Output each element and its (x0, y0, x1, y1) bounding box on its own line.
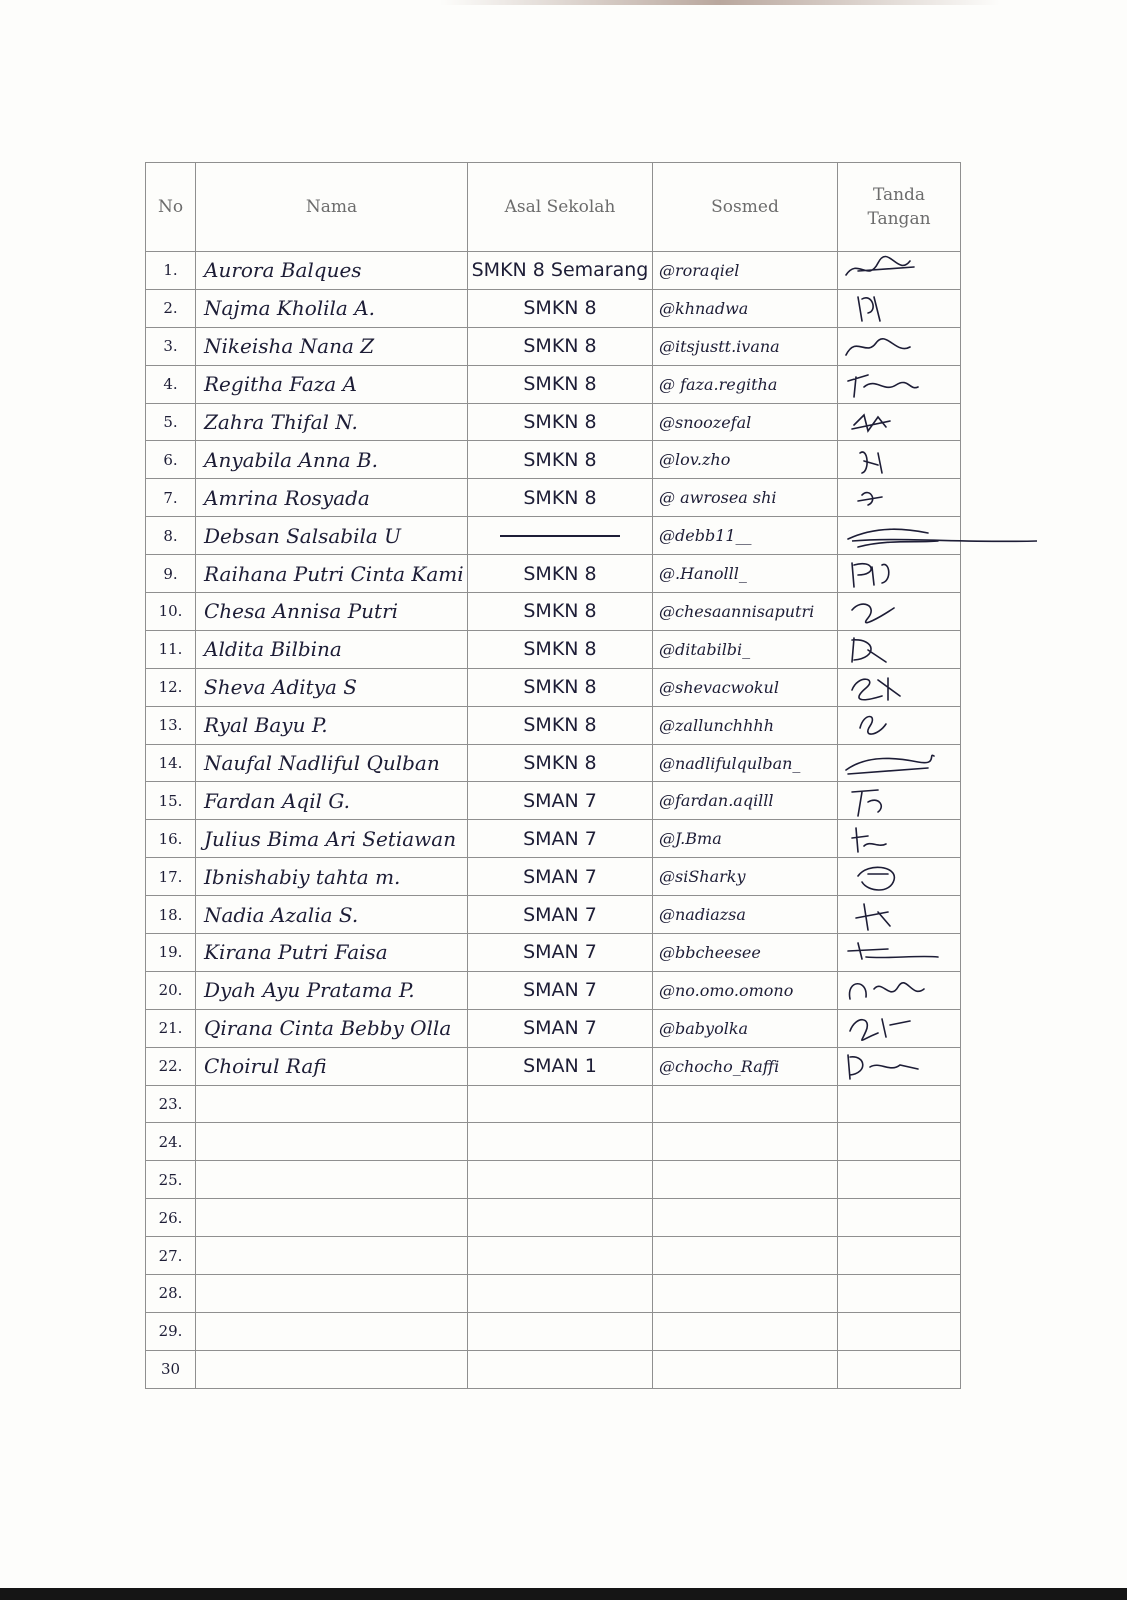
cell-asal-sekolah (468, 1199, 653, 1237)
table-row (146, 403, 961, 441)
signature-mark (838, 822, 948, 856)
row-number: 30 (146, 1350, 196, 1388)
cell-nama (196, 1123, 468, 1161)
cell-nama: Julius Bima Ari Setiawan (196, 820, 468, 858)
row-number: 15. (146, 782, 196, 820)
signature-mark (838, 632, 948, 666)
cell-sosmed (653, 1161, 838, 1199)
cell-sosmed: @ditabilbi_ (653, 630, 838, 668)
row-number: 28. (146, 1275, 196, 1313)
cell-tanda-tangan (838, 1047, 961, 1085)
cell-sosmed (653, 1123, 838, 1161)
cell-asal-sekolah: SMKN 8 (468, 441, 653, 479)
table-row (146, 327, 961, 365)
cell-sosmed: @nadiazsa (653, 896, 838, 934)
signature-mark (838, 746, 948, 780)
signature-mark (838, 329, 948, 363)
signature-mark (838, 973, 948, 1007)
signature-mark (838, 291, 948, 325)
cell-tanda-tangan (838, 1237, 961, 1275)
cell-nama: Qirana Cinta Bebby Olla (196, 1009, 468, 1047)
cell-sosmed (653, 1085, 838, 1123)
scan-edge-top (440, 0, 1000, 5)
table-row (146, 668, 961, 706)
signature-mark (838, 367, 948, 401)
cell-asal-sekolah: SMAN 7 (468, 896, 653, 934)
cell-asal-sekolah: SMAN 7 (468, 858, 653, 896)
cell-nama: Regitha Faza A (196, 365, 468, 403)
cell-nama: Choirul Rafi (196, 1047, 468, 1085)
cell-sosmed: @debb11__ (653, 517, 838, 555)
cell-sosmed: @bbcheesee (653, 934, 838, 972)
cell-tanda-tangan (838, 971, 961, 1009)
cell-tanda-tangan (838, 365, 961, 403)
cell-sosmed: @nadlifulqulban_ (653, 744, 838, 782)
table-row (146, 517, 961, 555)
table-row (146, 1009, 961, 1047)
row-number: 11. (146, 630, 196, 668)
cell-asal-sekolah: SMKN 8 (468, 289, 653, 327)
cell-sosmed (653, 1237, 838, 1275)
cell-sosmed: @J.Bma (653, 820, 838, 858)
cell-asal-sekolah: SMKN 8 Semarang (468, 252, 653, 290)
cell-sosmed: @chocho_Raffi (653, 1047, 838, 1085)
cell-sosmed: @itsjustt.ivana (653, 327, 838, 365)
row-number: 12. (146, 668, 196, 706)
cell-nama: Nadia Azalia S. (196, 896, 468, 934)
cell-sosmed: @shevacwokul (653, 668, 838, 706)
table-row (146, 706, 961, 744)
signature-mark (838, 898, 948, 932)
cell-tanda-tangan (838, 555, 961, 593)
table-row (146, 630, 961, 668)
cell-sosmed: @chesaannisaputri (653, 593, 838, 631)
dash-mark (500, 535, 620, 537)
cell-tanda-tangan (838, 1350, 961, 1388)
table-row (146, 555, 961, 593)
cell-asal-sekolah (468, 1312, 653, 1350)
signature-overflow-stroke (842, 513, 1042, 553)
cell-nama (196, 1350, 468, 1388)
row-number: 17. (146, 858, 196, 896)
cell-asal-sekolah (468, 1350, 653, 1388)
cell-tanda-tangan (838, 744, 961, 782)
table-row (146, 1123, 961, 1161)
cell-asal-sekolah: SMAN 7 (468, 1009, 653, 1047)
header-no: No (146, 163, 196, 252)
cell-tanda-tangan (838, 934, 961, 972)
cell-nama (196, 1237, 468, 1275)
row-number: 7. (146, 479, 196, 517)
cell-asal-sekolah: SMKN 8 (468, 327, 653, 365)
cell-asal-sekolah: SMKN 8 (468, 706, 653, 744)
table-row (146, 289, 961, 327)
row-number: 2. (146, 289, 196, 327)
cell-nama: Nikeisha Nana Z (196, 327, 468, 365)
row-number: 23. (146, 1085, 196, 1123)
cell-tanda-tangan (838, 858, 961, 896)
table-row (146, 479, 961, 517)
signature-mark (838, 1011, 948, 1045)
cell-nama: Sheva Aditya S (196, 668, 468, 706)
cell-sosmed: @ awrosea shi (653, 479, 838, 517)
cell-sosmed: @fardan.aqilll (653, 782, 838, 820)
table-row (146, 1350, 961, 1388)
signature-mark (838, 935, 948, 969)
row-number: 16. (146, 820, 196, 858)
row-number: 5. (146, 403, 196, 441)
row-number: 20. (146, 971, 196, 1009)
cell-nama (196, 1161, 468, 1199)
signature-mark (838, 481, 948, 515)
row-number: 4. (146, 365, 196, 403)
cell-asal-sekolah: SMKN 8 (468, 365, 653, 403)
table-row (146, 1199, 961, 1237)
cell-tanda-tangan (838, 252, 961, 290)
cell-sosmed (653, 1199, 838, 1237)
cell-tanda-tangan (838, 289, 961, 327)
table-row (146, 593, 961, 631)
signature-mark (838, 708, 948, 742)
row-number: 10. (146, 593, 196, 631)
cell-tanda-tangan (838, 441, 961, 479)
cell-asal-sekolah: SMKN 8 (468, 403, 653, 441)
table-row (146, 1237, 961, 1275)
cell-tanda-tangan (838, 1199, 961, 1237)
cell-nama: Ryal Bayu P. (196, 706, 468, 744)
row-number: 14. (146, 744, 196, 782)
cell-tanda-tangan (838, 1009, 961, 1047)
signature-mark (838, 405, 948, 439)
table-row (146, 971, 961, 1009)
attendance-table (145, 162, 961, 1389)
header-sosmed: Sosmed (653, 163, 838, 252)
cell-nama (196, 1085, 468, 1123)
cell-tanda-tangan (838, 706, 961, 744)
cell-nama: Aurora Balques (196, 252, 468, 290)
cell-nama: Zahra Thifal N. (196, 403, 468, 441)
row-number: 21. (146, 1009, 196, 1047)
cell-tanda-tangan (838, 782, 961, 820)
table-row (146, 1161, 961, 1199)
cell-asal-sekolah (468, 517, 653, 555)
cell-asal-sekolah: SMAN 7 (468, 971, 653, 1009)
signature-mark (838, 594, 948, 628)
cell-sosmed: @roraqiel (653, 252, 838, 290)
signature-mark (838, 253, 948, 287)
row-number: 9. (146, 555, 196, 593)
signature-mark (838, 1049, 948, 1083)
cell-sosmed: @siSharky (653, 858, 838, 896)
cell-tanda-tangan (838, 1085, 961, 1123)
cell-sosmed: @.Hanolll_ (653, 555, 838, 593)
cell-sosmed: @ faza.regitha (653, 365, 838, 403)
cell-nama: Debsan Salsabila U (196, 517, 468, 555)
cell-nama: Fardan Aqil G. (196, 782, 468, 820)
cell-tanda-tangan (838, 1161, 961, 1199)
table-row (146, 820, 961, 858)
cell-sosmed (653, 1312, 838, 1350)
cell-tanda-tangan (838, 1123, 961, 1161)
cell-sosmed (653, 1275, 838, 1313)
cell-asal-sekolah: SMAN 7 (468, 782, 653, 820)
row-number: 1. (146, 252, 196, 290)
header-tanda-tangan-label: Tanda Tangan (867, 185, 931, 229)
row-number: 29. (146, 1312, 196, 1350)
row-number: 3. (146, 327, 196, 365)
header-tanda-tangan (838, 163, 961, 252)
cell-asal-sekolah: SMKN 8 (468, 555, 653, 593)
table-row (146, 1312, 961, 1350)
signature-mark (838, 784, 948, 818)
cell-tanda-tangan (838, 1312, 961, 1350)
cell-tanda-tangan (838, 327, 961, 365)
cell-asal-sekolah (468, 1085, 653, 1123)
cell-asal-sekolah: SMKN 8 (468, 744, 653, 782)
table-row (146, 1275, 961, 1313)
cell-asal-sekolah (468, 1161, 653, 1199)
table-row (146, 858, 961, 896)
cell-asal-sekolah: SMKN 8 (468, 479, 653, 517)
row-number: 22. (146, 1047, 196, 1085)
cell-asal-sekolah (468, 1237, 653, 1275)
cell-sosmed: @lov.zho (653, 441, 838, 479)
cell-nama (196, 1199, 468, 1237)
cell-asal-sekolah: SMKN 8 (468, 668, 653, 706)
signature-mark (838, 670, 948, 704)
table-row (146, 441, 961, 479)
cell-nama: Najma Kholila A. (196, 289, 468, 327)
signature-mark (838, 860, 948, 894)
row-number: 25. (146, 1161, 196, 1199)
cell-nama (196, 1275, 468, 1313)
row-number: 6. (146, 441, 196, 479)
table-header-row (146, 163, 961, 252)
row-number: 8. (146, 517, 196, 555)
cell-tanda-tangan (838, 1275, 961, 1313)
row-number: 19. (146, 934, 196, 972)
cell-nama: Amrina Rosyada (196, 479, 468, 517)
table-row (146, 934, 961, 972)
cell-nama (196, 1312, 468, 1350)
cell-asal-sekolah (468, 1123, 653, 1161)
cell-tanda-tangan (838, 479, 961, 517)
cell-nama: Raihana Putri Cinta Kami (196, 555, 468, 593)
row-number: 27. (146, 1237, 196, 1275)
row-number: 26. (146, 1199, 196, 1237)
cell-tanda-tangan (838, 593, 961, 631)
table-row (146, 896, 961, 934)
row-number: 24. (146, 1123, 196, 1161)
cell-nama: Dyah Ayu Pratama P. (196, 971, 468, 1009)
cell-asal-sekolah: SMAN 7 (468, 820, 653, 858)
cell-tanda-tangan (838, 896, 961, 934)
cell-nama: Anyabila Anna B. (196, 441, 468, 479)
cell-sosmed (653, 1350, 838, 1388)
cell-sosmed: @khnadwa (653, 289, 838, 327)
signature-mark (838, 443, 948, 477)
cell-tanda-tangan (838, 668, 961, 706)
header-asal-sekolah: Asal Sekolah (468, 163, 653, 252)
cell-asal-sekolah: SMAN 1 (468, 1047, 653, 1085)
cell-tanda-tangan (838, 820, 961, 858)
cell-asal-sekolah: SMKN 8 (468, 593, 653, 631)
header-nama: Nama (196, 163, 468, 252)
cell-nama: Ibnishabiy tahta m. (196, 858, 468, 896)
signature-mark (838, 557, 948, 591)
cell-asal-sekolah: SMKN 8 (468, 630, 653, 668)
cell-sosmed: @no.omo.omono (653, 971, 838, 1009)
cell-sosmed: @zallunchhhh (653, 706, 838, 744)
cell-nama: Kirana Putri Faisa (196, 934, 468, 972)
cell-nama: Aldita Bilbina (196, 630, 468, 668)
cell-nama: Naufal Nadliful Qulban (196, 744, 468, 782)
cell-sosmed: @snoozefal (653, 403, 838, 441)
table-row (146, 252, 961, 290)
table-row (146, 1047, 961, 1085)
cell-asal-sekolah (468, 1275, 653, 1313)
cell-nama: Chesa Annisa Putri (196, 593, 468, 631)
scan-edge-bottom (0, 1588, 1127, 1600)
table-row (146, 365, 961, 403)
row-number: 13. (146, 706, 196, 744)
table-row (146, 1085, 961, 1123)
cell-asal-sekolah: SMAN 7 (468, 934, 653, 972)
cell-tanda-tangan (838, 630, 961, 668)
cell-sosmed: @babyolka (653, 1009, 838, 1047)
cell-tanda-tangan (838, 403, 961, 441)
table-row (146, 744, 961, 782)
table-row (146, 782, 961, 820)
row-number: 18. (146, 896, 196, 934)
